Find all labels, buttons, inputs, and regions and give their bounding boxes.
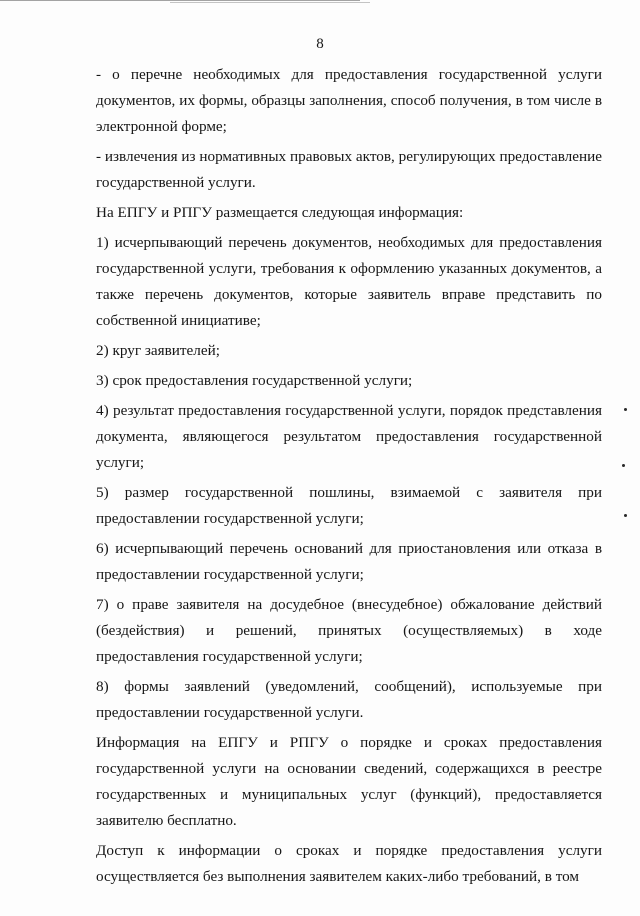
paragraph: 4) результат предоставления государственной услуги, порядок представления документа, являющегося результатом предоставления государственной услуги; (96, 402, 602, 471)
paragraph: 2) круг заявителей; (96, 342, 220, 359)
paragraph: - извлечения из нормативных правовых актов, регулирующих предоставление государственной услуги. (96, 148, 602, 191)
paragraph: Информация на ЕПГУ и РПГУ о порядке и сроках предоставления государственной услуги на основании сведений, содержащихся в реестре государственных и муниципальных услуг (функций), предоставляется заявителю бесплатно. (96, 734, 602, 829)
paragraph: 6) исчерпывающий перечень оснований для приостановления или отказа в предоставлении государственной услуги; (96, 540, 602, 583)
paragraph: 3) срок предоставления государственной услуги; (96, 372, 413, 389)
paragraph: 7) о праве заявителя на досудебное (внесудебное) обжалование действий (бездействия) и решений, принятых (осуществляемых) в ходе предоставления государственной услуги; (96, 596, 602, 665)
paragraph: Доступ к информации о сроках и порядке предоставления услуги осуществляется без выполнения заявителем каких-либо требований, в том (96, 842, 602, 885)
scan-edge-line (0, 0, 360, 1)
paragraph: - о перечне необходимых для предоставления государственной услуги документов, их формы, образцы заполнения, способ получения, в том числе в электронной форме; (96, 66, 602, 135)
scan-speck (624, 408, 627, 411)
paragraph: 1) исчерпывающий перечень документов, необходимых для предоставления государственной услуги, требования к оформлению указанных документов, а также перечень документов, которые заявитель вправе представить по собственной инициативе; (96, 234, 602, 329)
paragraph: На ЕПГУ и РПГУ размещается следующая информация: (96, 204, 464, 221)
scan-speck (624, 514, 627, 517)
paragraph: 5) размер государственной пошлины, взимаемой с заявителя при предоставлении государственной услуги; (96, 484, 602, 527)
paragraph: 8) формы заявлений (уведомлений, сообщений), используемые при предоставлении государственной услуги. (96, 678, 602, 721)
scan-edge-line (170, 2, 370, 3)
scan-speck (622, 464, 625, 467)
document-body (96, 62, 602, 894)
page-number: 8 (316, 36, 324, 52)
